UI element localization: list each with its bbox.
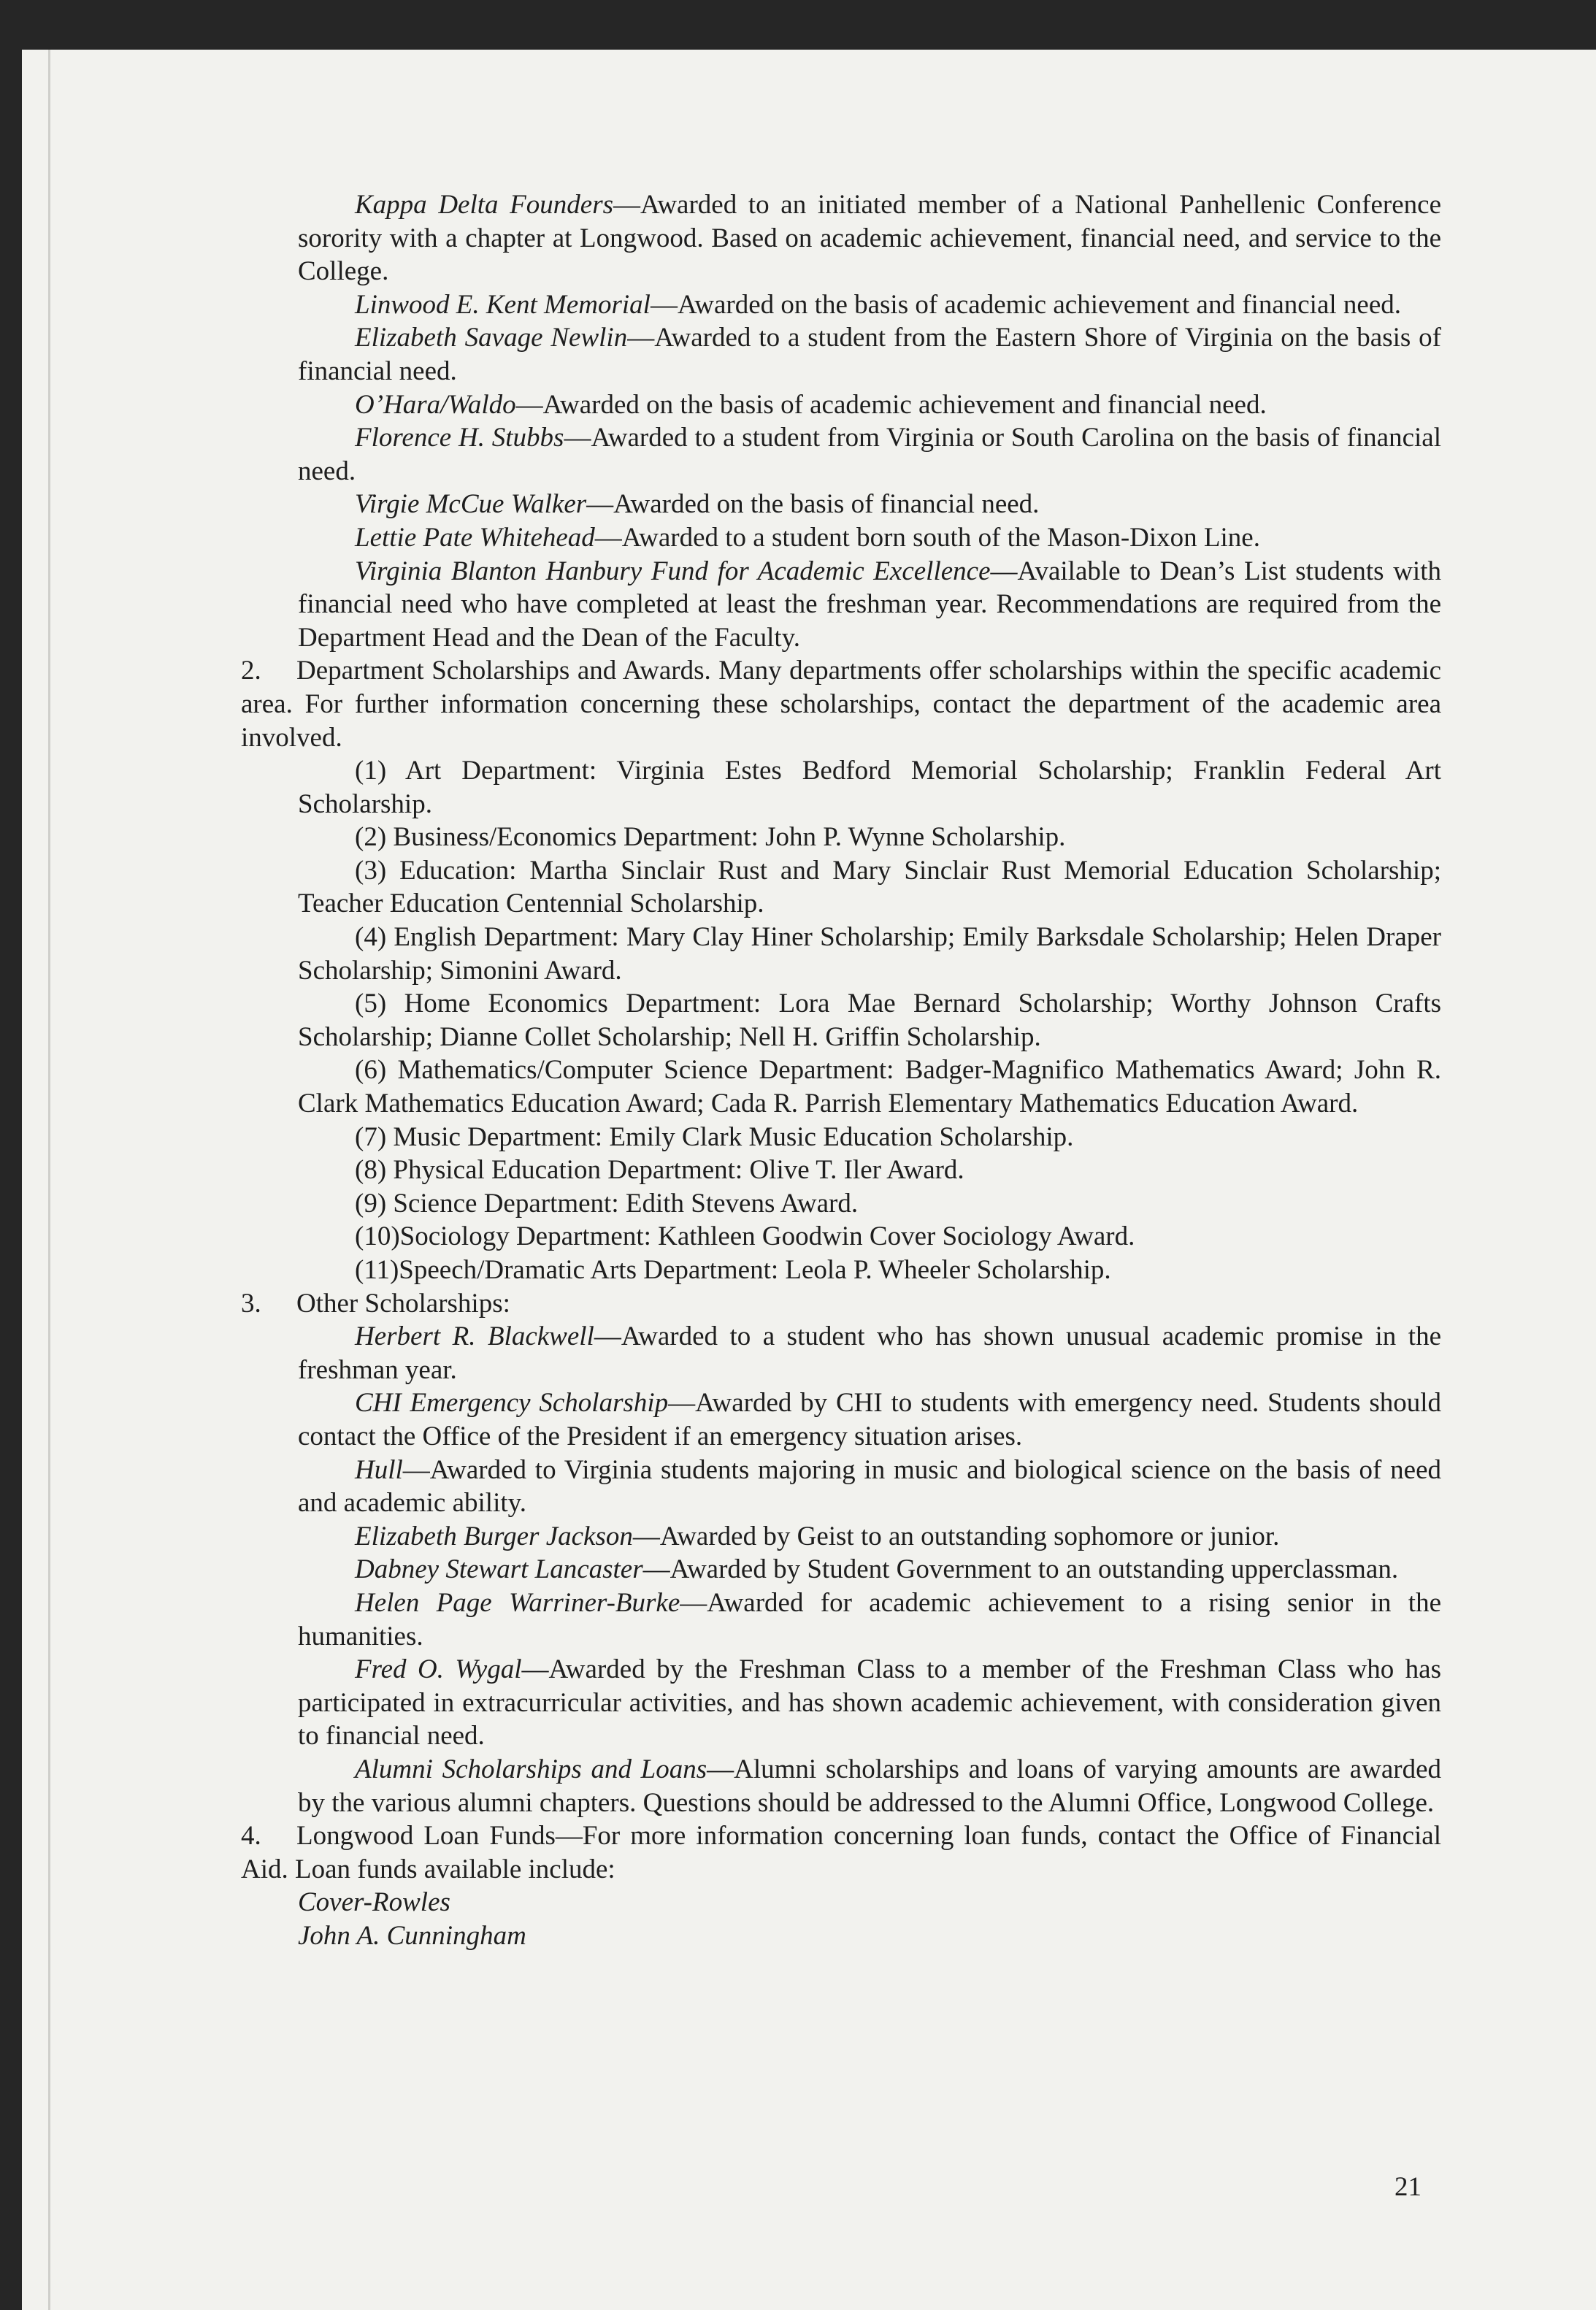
award-entry — [241, 1586, 1441, 1653]
award-description: —Awarded by the Freshman Class to a member of the Freshman Class who has participated in extracurricular activities, and has shown academic achievement, with consideration given to financial need. — [298, 1654, 1441, 1751]
award-description: —Available to Dean’s List students with financial need who have completed at least the freshman year. Recommendations are required from the Department Head and the Dean of the Faculty. — [298, 556, 1441, 653]
section-3-heading — [241, 1287, 1441, 1321]
award-name: Lettie Pate Whitehead — [355, 522, 595, 553]
award-entry — [241, 1520, 1441, 1554]
award-entry — [241, 521, 1441, 555]
department-item: (8) Physical Education Department: Olive T. Iler Award. — [355, 1155, 964, 1186]
award-name: Virgie McCue Walker — [355, 489, 587, 520]
award-name: O’Hara/Waldo — [355, 389, 516, 420]
award-description: —Awarded by CHI to students with emergency need. Students should contact the Office of the President if an emergency situation arises. — [298, 1388, 1442, 1451]
award-description: —Awarded for academic achievement to a rising senior in the humanities. — [298, 1587, 1441, 1651]
award-entry — [241, 1553, 1441, 1586]
award-entry — [241, 488, 1441, 521]
award-description: —Awarded on the basis of academic achievement and financial need. — [650, 289, 1402, 320]
award-name: Elizabeth Savage Newlin — [355, 323, 628, 353]
section-text: Longwood Loan Funds—For more information concerning loan funds, contact the Office of Financial Aid. Loan funds available include: — [241, 1821, 1441, 1884]
award-entry — [241, 388, 1441, 422]
award-entry — [241, 1386, 1441, 1453]
award-name: Florence H. Stubbs — [355, 423, 564, 453]
award-entry — [241, 188, 1441, 288]
award-name: Hull — [355, 1454, 403, 1485]
award-name: Virginia Blanton Hanbury Fund for Academic Excellence — [355, 556, 991, 586]
loan-fund-item: Cover-Rowles — [298, 1887, 450, 1918]
award-entry — [241, 321, 1441, 388]
award-description: —Awarded on the basis of financial need. — [586, 489, 1040, 520]
department-item: (5) Home Economics Department: Lora Mae Bernard Scholarship; Worthy Johnson Crafts Scholarship; Dianne Collet Scholarship; Nell H. Griffin Scholarship. — [298, 989, 1441, 1052]
award-description: —Awarded by Geist to an outstanding sophomore or junior. — [632, 1521, 1280, 1551]
department-item: (3) Education: Martha Sinclair Rust and Mary Sinclair Rust Memorial Education Scholarship; Teacher Education Centennial Scholarship. — [298, 855, 1441, 919]
award-description: —Awarded by Student Government to an outstanding upperclassman. — [642, 1554, 1399, 1585]
page-content — [241, 188, 1441, 1952]
award-entry — [241, 421, 1441, 488]
section-text: Department Scholarships and Awards. Many departments offer scholarships within the specific academic area. For further information concerning these scholarships, contact the department of the academic area involved. — [241, 656, 1441, 753]
award-name: Alumni Scholarships and Loans — [355, 1754, 707, 1784]
award-entry — [241, 1454, 1441, 1520]
section-text: Other Scholarships: — [296, 1288, 510, 1319]
section-4-heading — [241, 1819, 1441, 1886]
document-page — [22, 50, 1596, 2310]
award-description: —Alumni scholarships and loans of varying amounts are awarded by the various alumni chapters. Questions should be addressed to the Alumni Office, Longwood College. — [298, 1754, 1441, 1818]
award-entry — [241, 555, 1441, 655]
award-description: —Awarded to a student who has shown unusual academic promise in the freshman year. — [298, 1321, 1441, 1385]
award-description: —Awarded to a student born south of the Mason-Dixon Line. — [594, 522, 1260, 553]
section-number: 2. — [241, 656, 261, 686]
award-description: —Awarded to Virginia students majoring in music and biological science on the basis of need and academic ability. — [298, 1454, 1441, 1519]
award-entry — [241, 1653, 1441, 1753]
award-description: —Awarded to a student from Virginia or South Carolina on the basis of financial need. — [298, 423, 1441, 486]
department-item: (9) Science Department: Edith Stevens Award. — [355, 1188, 859, 1219]
department-item: (4) English Department: Mary Clay Hiner Scholarship; Emily Barksdale Scholarship; Helen Draper Scholarship; Simonini Award. — [298, 922, 1441, 986]
award-description: —Awarded on the basis of academic achievement and financial need. — [515, 389, 1267, 420]
section-number: 3. — [241, 1288, 261, 1319]
award-description: —Awarded to an initiated member of a National Panhellenic Conference sorority with a chapter at Longwood. Based on academic achievement, financial need, and service to the College. — [298, 190, 1442, 287]
award-entry — [241, 1753, 1441, 1819]
award-name: Kappa Delta Founders — [355, 190, 614, 220]
award-name: Fred O. Wygal — [355, 1654, 522, 1685]
award-name: Elizabeth Burger Jackson — [355, 1521, 633, 1551]
award-entry — [241, 288, 1441, 322]
award-name: CHI Emergency Scholarship — [355, 1388, 669, 1419]
award-name: Helen Page Warriner-Burke — [355, 1587, 680, 1618]
department-item: (6) Mathematics/Computer Science Department: Badger-Magnifico Mathematics Award; John R. Clark Mathematics Education Award; Cada R. Parrish Elementary Mathematics Education Award. — [298, 1055, 1441, 1119]
loan-fund-item: John A. Cunningham — [298, 1920, 526, 1951]
department-item: (11)Speech/Dramatic Arts Department: Leola P. Wheeler Scholarship. — [355, 1255, 1111, 1285]
award-description: —Awarded to a student from the Eastern Shore of Virginia on the basis of financial need. — [298, 323, 1441, 386]
department-item: (10)Sociology Department: Kathleen Goodwin Cover Sociology Award. — [355, 1221, 1135, 1252]
award-entry — [241, 1320, 1441, 1386]
section-2-heading — [241, 654, 1441, 754]
department-item: (1) Art Department: Virginia Estes Bedford Memorial Scholarship; Franklin Federal Art Scholarship. — [298, 756, 1441, 819]
department-item: (2) Business/Economics Department: John P. Wynne Scholarship. — [355, 822, 1066, 853]
award-name: Dabney Stewart Lancaster — [355, 1554, 643, 1585]
page-number: 21 — [1394, 2172, 1422, 2202]
award-name: Herbert R. Blackwell — [355, 1321, 594, 1352]
page-edge-line — [48, 50, 50, 2310]
award-name: Linwood E. Kent Memorial — [355, 289, 651, 320]
section-number: 4. — [241, 1821, 261, 1852]
department-item: (7) Music Department: Emily Clark Music Education Scholarship. — [355, 1121, 1074, 1152]
